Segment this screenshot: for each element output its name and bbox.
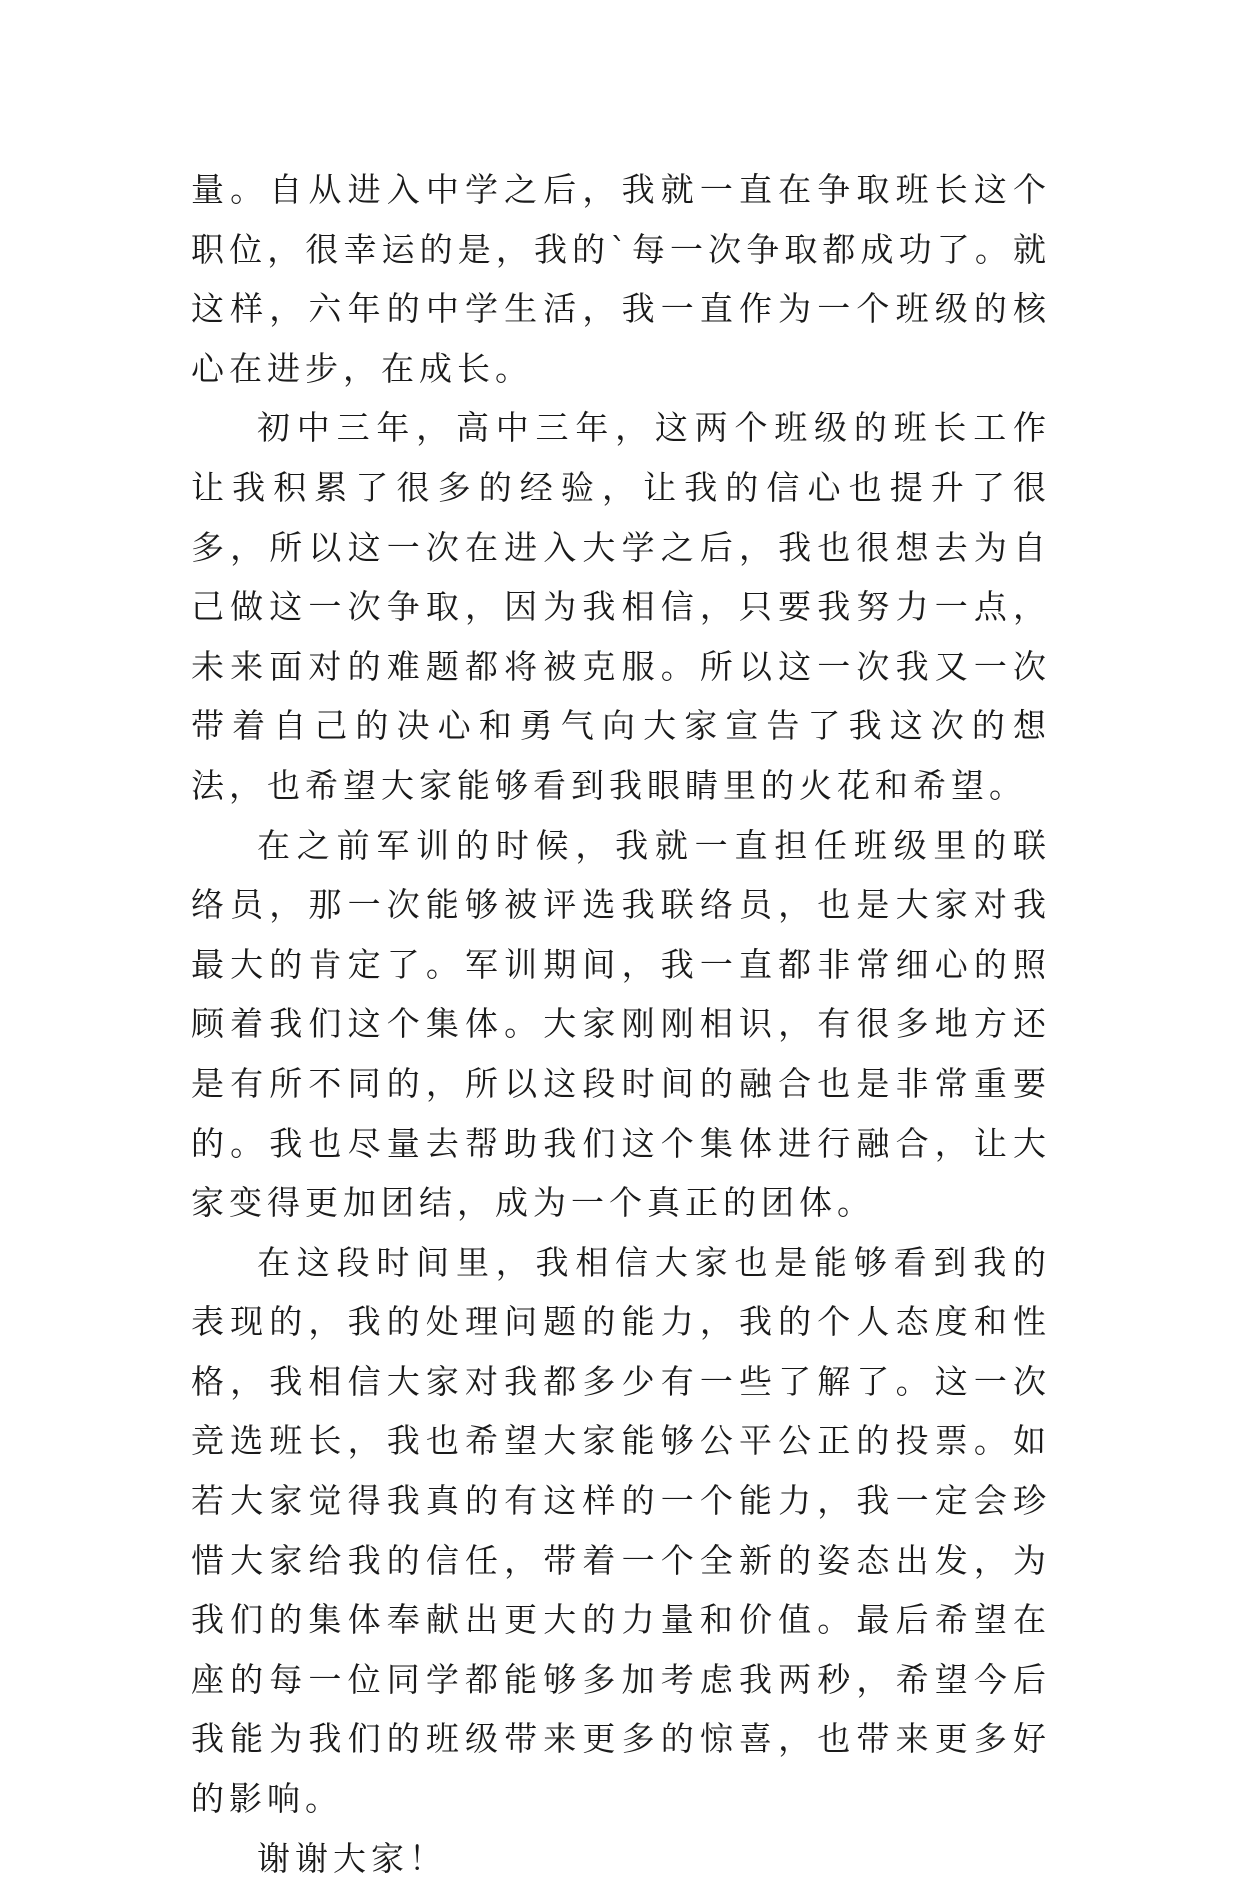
- paragraph-continuation: 量。自从进入中学之后，我就一直在争取班长这个职位，很幸运的是，我的`每一次争取都成功了。就这样，六年的中学生活，我一直作为一个班级的核心在进步，在成长。: [191, 170, 1051, 388]
- document-body: [191, 160, 1051, 1888]
- paragraph-appeal: 在这段时间里，我相信大家也是能够看到我的表现的，我的处理问题的能力，我的个人态度和性格，我相信大家对我都多少有一些了解了。这一次竞选班长，我也希望大家能够公平公正的投票。如若大家觉得我真的有这样的一个能力，我一定会珍惜大家给我的信任，带着一个全新的姿态出发，为我们的集体奉献出更大的力量和价值。最后希望在座的每一位同学都能够多加考虑我两秒，希望今后我能为我们的班级带来更多的惊喜，也带来更多好的影响。: [191, 1242, 1051, 1819]
- closing-line: 谢谢大家！: [257, 1838, 447, 1878]
- paragraph-military-training: 在之前军训的时候，我就一直担任班级里的联络员，那一次能够被评选我联络员，也是大家对我最大的肯定了。军训期间，我一直都非常细心的照顾着我们这个集体。大家刚刚相识，有很多地方还是有所不同的，所以这段时间的融合也是非常重要的。我也尽量去帮助我们这个集体进行融合，让大家变得更加团结，成为一个真正的团体。: [191, 825, 1051, 1223]
- paragraph-experience: 初中三年，高中三年，这两个班级的班长工作让我积累了很多的经验，让我的信心也提升了很多，所以这一次在进入大学之后，我也很想去为自己做这一次争取，因为我相信，只要我努力一点，未来面对的难题都将被克服。所以这一次我又一次带着自己的决心和勇气向大家宣告了我这次的想法，也希望大家能够看到我眼睛里的火花和希望。: [191, 408, 1051, 805]
